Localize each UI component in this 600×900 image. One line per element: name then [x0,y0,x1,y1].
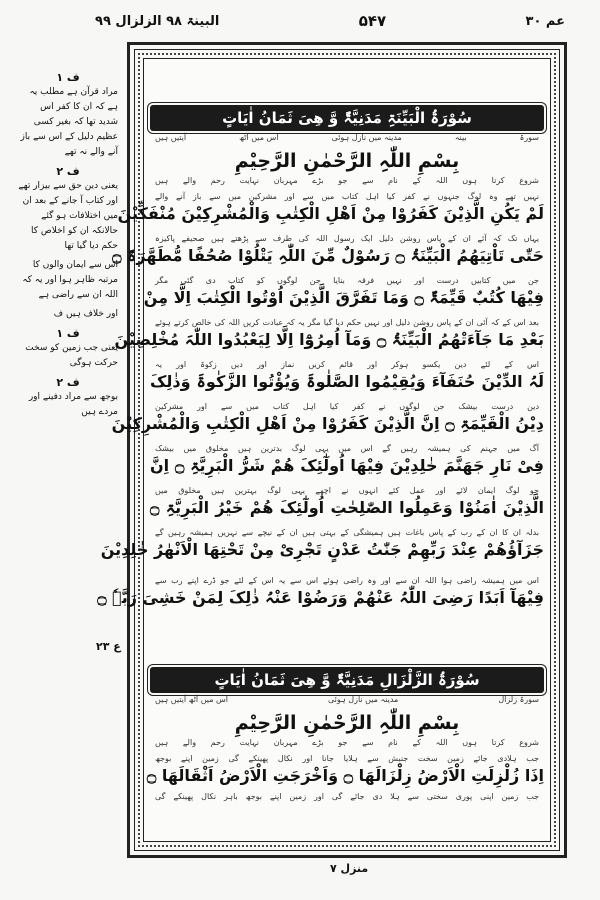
margin-note: اس سے ایمان والوں کا مرتبہ ظاہر ہوا اور یہ کہ اللہ ان سے راضی ہے [22,260,118,300]
surah-reference: البینۃ ۹۸ الزلزال ۹۹ [95,13,220,29]
margin-note: بوجھ سے مراد دفینے اور مردے ہیں [28,392,118,417]
arabic-line: بَعْدِ مَا جَآءَتْھُمُ الْبَیِّنَۃُ ۝ وَمَآ اُمِرُوْٓا اِلَّا لِیَعْبُدُوا اللّٰہَ مُخْلِصِیْنَ [114,330,544,349]
summary-translation: جب زمین اپنی پوری سختی سے ہلا دی جائے گی اور زمین اپنے بوجھ باہر نکال پھینکے گی [155,792,539,801]
note-number: ف ١ [56,327,80,340]
arabic-line: دِیْنُ الْقَیِّمَۃِ ۝ اِنَّ الَّذِیْنَ کَفَرُوْا مِنْ اَھْلِ الْکِتٰبِ وَالْمُشْرِکِیْنَ [111,414,544,433]
rukoo-marker: ع ۲۳ [96,640,121,653]
arabic-line: جَزَآؤُھُمْ عِنْدَ رَبِّھِمْ جَنّٰتُ عَدْنٍ تَجْرِیْ مِنْ تَحْتِھَا الْاَنْھٰرُ خٰلِدِیْنَ [100,540,544,559]
surah-title-banner: سُوْرَۃُ الْبَیِّنَۃِ مَدَنِیَّۃٌ وَّ ھِیَ ثَمَانُ اٰیَاتٍ [150,105,544,131]
surah-title-banner: سُوْرَۃُ الزَّلْزَالِ مَدَنِیَّۃٌ وَّ ھِیَ ثَمَانُ اٰیَاتٍ [150,667,544,693]
basmala: بِسْمِ اللّٰہِ الرَّحْمٰنِ الرَّحِیْمِ [234,150,460,172]
sub-text: آیتیں ہیں [155,133,187,142]
word-translation: اس کے لئے دین یکسو ہوکر اور قائم کریں نماز اور دیں زکوۃ اور یہ [155,360,539,369]
arabic-line: لَمْ یَکُنِ الَّذِیْنَ کَفَرُوْا مِنْ اَھْلِ الْکِتٰبِ وَالْمُشْرِکِیْنَ مُنْفَکِّیْنَ [117,204,544,223]
basmala-translation: شروع کرتا ہوں اللہ کے نام سے جو بڑے مہربان نہایت رحم والے ہیں [155,176,539,185]
word-translation: جن میں کتابیں درست اور نہیں فرقہ بنایا جن لوگوں کو کتاب دی گئی مگر [155,276,539,285]
arabic-line: اِذَا زُلْزِلَتِ الْاَرْضُ زِلْزَالَھَا ۝ وَاَخْرَجَتِ الْاَرْضُ اَثْقَالَھَا ۝ [146,766,544,785]
sub-text: بینہ [454,133,467,142]
word-translation: آگ میں جہنم کی ہمیشہ رہیں گے اس میں یہی لوگ بدترین ہیں مخلوق میں بیشک [155,444,539,453]
arabic-line: لَہُ الدِّیْنَ حُنَفَآءَ وَیُقِیْمُوا الصَّلٰوۃَ وَیُؤْتُوا الزَّکٰوۃَ وَذٰلِکَ [150,372,544,391]
word-translation: یہاں تک کہ آئے ان کے پاس روشن دلیل ایک رسول اللہ کی طرف سے پڑھتے ہیں صحیفے پاکیزہ [155,234,539,243]
arabic-line: الَّذِیْنَ اٰمَنُوْا وَعَمِلُوا الصّٰلِحٰتِ اُولٰٓئِکَ ھُمْ خَیْرُ الْبَرِیَّۃِ ۝ [150,498,544,517]
manzil-label: منزل ۷ [330,862,369,875]
word-translation: بدلہ ان کا ان کے رب کے پاس باغات ہیں ہمیشگی کے بہتی ہیں ان کے نیچے سے نہریں ہمیشہ رہیں گے [155,528,539,537]
basmala: بِسْمِ اللّٰہِ الرَّحْمٰنِ الرَّحِیْمِ [234,712,460,734]
margin-note: یعنی جب زمین کو سخت حرکت ہوگی [25,343,118,368]
word-translation: دین درست بیشک جن لوگوں نے کفر کیا اہل کتاب میں سے اور مشرکین [155,402,539,411]
margin-note: مراد قرآن ہے مطلب یہ ہے کہ ان کا کفر اس شدید تھا کہ بغیر کسی عظیم دلیل کے اس سے باز آنے والے نہ تھے [20,87,118,157]
word-translation: اس میں ہمیشہ راضی ہوا اللہ ان سے اور وہ راضی ہوئے اس سے یہ اس کے لئے جو ڈرے اپنے رب سے [155,576,539,585]
word-translation: بعد اس کے کہ آئی ان کے پاس روشن دلیل اور نہیں حکم دیا گیا مگر یہ کہ عبادت کریں اللہ کی خالص کرتے ہوئے [155,318,539,327]
word-translation: جب ہلادی جائے زمین سخت جنبش سے ہلایا جانا اور نکال پھینکے گی زمین اپنے بوجھ [155,754,539,763]
note-number: ف ٢ [56,376,80,389]
surah-subtitle [155,695,539,704]
word-translation: نہیں تھے وہ لوگ جنہوں نے کفر کیا اہل کتاب میں سے اور مشرکین میں سے باز آنے والے [155,192,539,201]
margin-note: یعنی دین حق سے بیزار تھے اور کتاب آ جانے کے بعد ان میں اختلافات ہو گئے حالانکہ ان کو اخلاص کا حکم دیا گیا تھا [18,181,118,251]
juz-label: عم ۳۰ [525,13,565,29]
note-number: ف ٢ [56,165,80,178]
sub-text: سورۃ زلزال [498,695,539,704]
sub-text: مدینہ میں نازل ہوئی [328,695,399,704]
sub-text: اس میں آٹھ آیتیں ہیں [155,695,229,704]
page-number: ۵۴۷ [358,12,387,30]
basmala-translation: شروع کرتا ہوں اللہ کے نام سے جو بڑے مہربان نہایت رحم والے ہیں [155,738,539,747]
note-number: ف ١ [56,71,80,84]
margin-note: اور خلاف ہیں ف [53,309,118,319]
surah-subtitle [155,133,539,142]
sub-text: سورۃ [519,133,539,142]
arabic-line: فِیْھَآ اَبَدًا رَضِیَ اللّٰہُ عَنْھُمْ وَرَضُوْا عَنْہُ ذٰلِکَ لِمَنْ خَشِیَ رَبَّہٗ ۝ [97,588,544,607]
sub-text: اس میں آٹھ [239,133,279,142]
arabic-line: حَتّٰی تَاْتِیَھُمُ الْبَیِّنَۃُ ۝ رَسُوْلٌ مِّنَ اللّٰہِ یَتْلُوْا صُحُفًا مُّطَھَّرَۃً ۝ [112,246,544,265]
page-header [95,8,565,34]
sub-text: مدینہ میں نازل ہوئی [331,133,402,142]
arabic-line: فِیْھَا کُتُبٌ قَیِّمَۃٌ ۝ وَمَا تَفَرَّقَ الَّذِیْنَ اُوْتُوا الْکِتٰبَ اِلَّا مِنْ [143,288,544,307]
margin-notes [18,70,118,424]
word-translation: جو لوگ ایمان لائے اور عمل کئے انہوں نے اچھے یہی لوگ بہترین ہیں مخلوق میں [155,486,539,495]
arabic-line: فِیْ نَارِ جَھَنَّمَ خٰلِدِیْنَ فِیْھَا اُولٰٓئِکَ ھُمْ شَرُّ الْبَرِیَّۃِ ۝ اِنَّ [150,456,544,475]
